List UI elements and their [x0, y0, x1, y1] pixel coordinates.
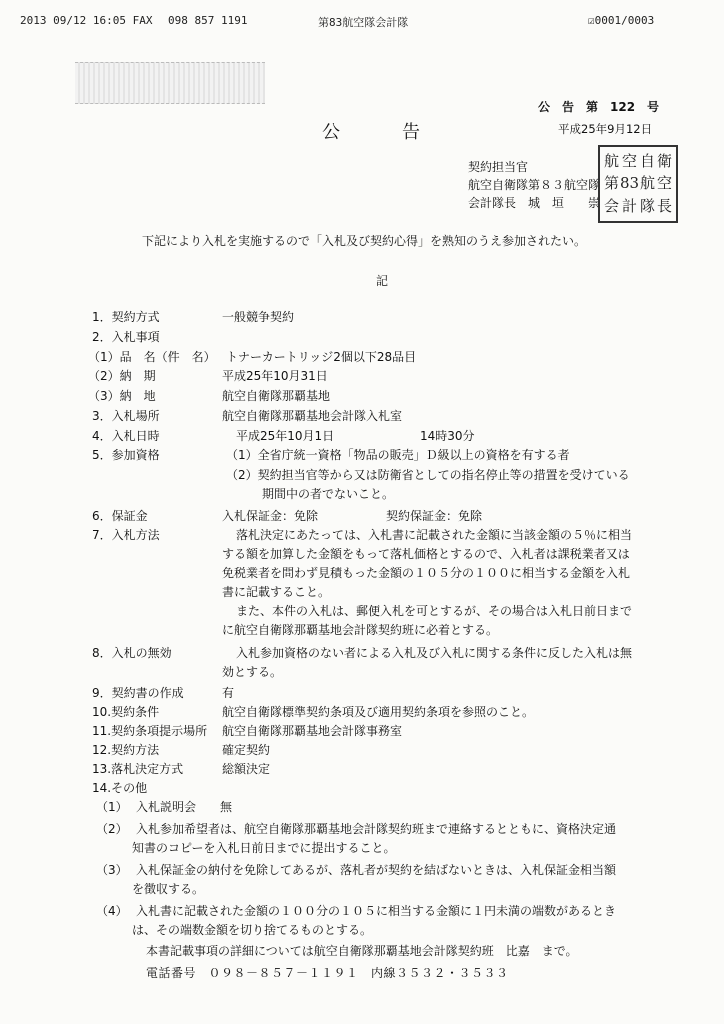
seal-char: 第: [603, 174, 619, 193]
item-3-label: 3．入札場所: [92, 409, 160, 423]
seal-char: 長: [657, 197, 673, 216]
item-5-2b: 期間中の者でないこと。: [262, 487, 395, 501]
item-2-1-value: トナーカートリッジ2個以下28品目: [226, 350, 417, 364]
seal-char: 隊: [640, 197, 656, 216]
seal-char: 計: [622, 197, 638, 216]
item-2-3-label: （3）納 地: [88, 389, 156, 403]
fax-datetime: 2013 09/12 16:05 FAX: [20, 14, 153, 27]
item-5-1: （1）全省庁統一資格「物品の販売」Ｄ級以上の資格を有する者: [226, 448, 570, 462]
footer-contact: 本書記載事項の詳細については航空自衛隊那覇基地会計隊契約班 比嘉 まで。: [146, 944, 578, 958]
footer-phone: 電話番号 ０９８－８５７－１１９１ 内線３５３２・３５３３: [146, 966, 509, 980]
seal-char: 空: [657, 174, 673, 193]
item-12-label: 12.契約方法: [92, 743, 160, 757]
item-11-label: 11.契約条項提示場所: [92, 724, 208, 738]
item-14-3-line-1: 入札保証金の納付を免除してあるが、落札者が契約を結ばないときは、入札保証金相当額: [136, 863, 617, 877]
item-14-3-line-2: を徴収する。: [132, 882, 205, 896]
item-7-label: 7．入札方法: [92, 528, 160, 542]
item-6-bid: 入札保証金：免除: [222, 509, 319, 523]
fax-sender: 第83航空隊会計隊: [318, 16, 409, 29]
item-10-label: 10.契約条件: [92, 705, 160, 719]
item-1-label: 1．契約方式: [92, 310, 160, 324]
item-8-label: 8．入札の無効: [92, 646, 172, 660]
notice-number: 公 告 第 122 号: [538, 100, 660, 114]
item-4-time: 14時30分: [420, 429, 475, 443]
redacted-stamp-area: [75, 62, 265, 104]
item-8-line-2: 効とする。: [222, 665, 283, 679]
item-14-1-num: （1）: [96, 800, 128, 814]
notice-title: 公 告: [322, 122, 422, 143]
item-3-value: 航空自衛隊那覇基地会計隊入札室: [222, 409, 403, 423]
item-7-line-1: 落札決定にあたっては、入札書に記載された金額に当該金額の５％に相当: [236, 528, 633, 542]
item-14-2-num: （2）: [96, 822, 128, 836]
item-14-4-num: （4）: [96, 904, 128, 918]
item-7-line-3: 免税業者を問わず見積もった金額の１０５分の１００に相当する金額を入札: [222, 566, 631, 580]
seal-char: 83: [619, 174, 640, 193]
item-6-contract: 契約保証金：免除: [386, 509, 483, 523]
seal-char: 航: [640, 174, 656, 193]
item-14-3-num: （3）: [96, 863, 128, 877]
item-4-label: 4．入札日時: [92, 429, 160, 443]
item-14-label: 14.その他: [92, 781, 148, 795]
item-7-line-4: 書に記載すること。: [222, 585, 331, 599]
item-4-date: 平成25年10月1日: [236, 429, 335, 443]
item-2-2-value: 平成25年10月31日: [222, 369, 328, 383]
item-2-1-label: （1）品 名（件 名）: [88, 350, 216, 364]
notice-date: 平成25年9月12日: [558, 122, 653, 136]
seal-char: 空: [622, 151, 638, 170]
item-7-line-5: また、本件の入札は、郵便入札を可とするが、その場合は入札日前日まで: [236, 604, 633, 618]
item-14-1-text: 入札説明会 無: [136, 800, 233, 814]
item-7-line-2: する額を加算した金額をもって落札価格とするので、入札者は課税業者又は: [222, 547, 630, 561]
item-14-2-line-1: 入札参加希望者は、航空自衛隊那覇基地会計隊契約班まで連絡するとともに、資格決定通: [136, 822, 617, 836]
item-13-label: 13.落札決定方式: [92, 762, 184, 776]
item-13-value: 総額決定: [222, 762, 271, 776]
item-14-4-line-1: 入札書に記載された金額の１００分の１０５に相当する金額に１円未満の端数があるとき: [136, 904, 617, 918]
seal-char: 自: [640, 151, 656, 170]
item-2-2-label: （2）納 期: [88, 369, 156, 383]
item-9-label: 9．契約書の作成: [92, 686, 184, 700]
issuer-role: 契約担当官: [468, 160, 529, 174]
item-11-value: 航空自衛隊那覇基地会計隊事務室: [222, 724, 403, 738]
intro-text: 下記により入札を実施するので「入札及び契約心得」を熟知のうえ参加されたい。: [142, 234, 587, 248]
item-8-line-1: 入札参加資格のない者による入札及び入札に関する条件に反した入札は無: [236, 646, 633, 660]
issuer-unit: 航空自衛隊第８３航空隊: [468, 178, 601, 192]
official-seal: [598, 145, 678, 223]
seal-char: 会: [603, 197, 619, 216]
seal-char: 航: [603, 151, 619, 170]
fax-page-counter: ☑0001/0003: [588, 14, 655, 27]
ki-heading: 記: [376, 274, 389, 288]
issuer-name: 会計隊長 城 垣 崇: [468, 196, 601, 210]
item-12-value: 確定契約: [222, 743, 271, 757]
seal-char: 衛: [657, 151, 673, 170]
fax-number: 098 857 1191: [168, 14, 248, 27]
item-2-3-value: 航空自衛隊那覇基地: [222, 389, 331, 403]
item-5-label: 5．参加資格: [92, 448, 160, 462]
item-14-4-line-2: は、その端数金額を切り捨てるものとする。: [132, 923, 373, 937]
item-10-value: 航空自衛隊標準契約条項及び適用契約条項を参照のこと。: [222, 705, 535, 719]
item-2-label: 2．入札事項: [92, 330, 160, 344]
item-9-value: 有: [222, 686, 235, 700]
item-5-2a: （2）契約担当官等から又は防衛省としての指名停止等の措置を受けている: [226, 468, 630, 482]
item-7-line-6: に航空自衛隊那覇基地会計隊契約班に必着とする。: [222, 623, 499, 637]
item-1-value: 一般競争契約: [222, 310, 295, 324]
item-14-2-line-2: 知書のコピーを入札日前日までに提出すること。: [132, 841, 396, 855]
item-6-label: 6．保証金: [92, 509, 148, 523]
